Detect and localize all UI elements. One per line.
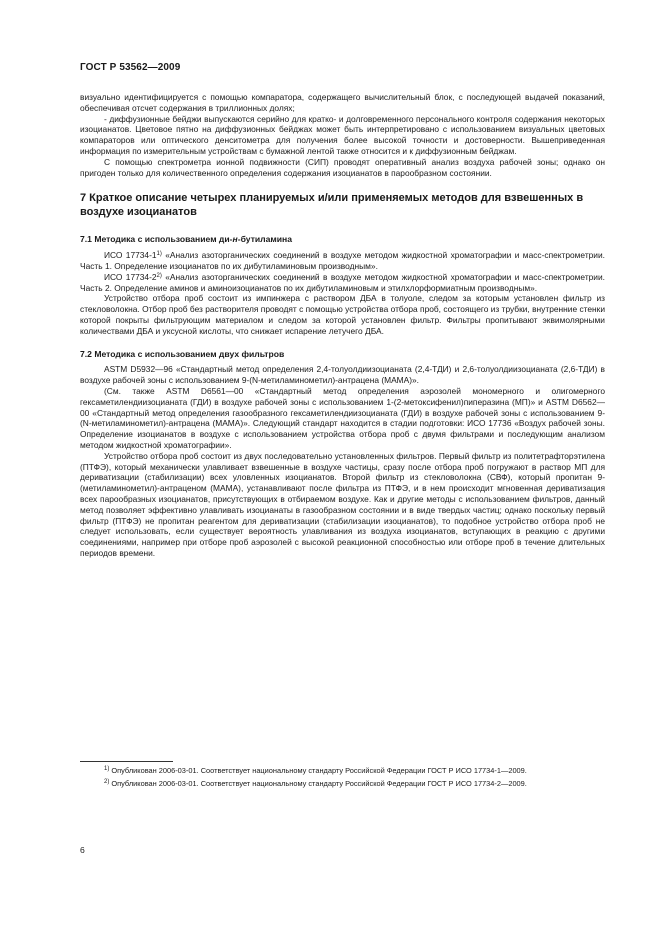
footnote-1-mark: 1) — [104, 766, 110, 772]
section-7-1-paragraph-1 — [80, 250, 605, 272]
footnote-1 — [80, 766, 605, 775]
section-7-1-paragraph-3: Устройство отбора проб состоит из импинжера с раствором ДБА в толуоле, следом за которым установлен фильтр из стекловолокна. Отбор проб без растворителя проводят с помощью устройства отбора проб, состоящего из трубки, внутренние стенки которой покрыты фильтрующим материалом и следом за которой установлен фильтр. Фильтры пропитывают эквимолярными количествами ДБА и уксусной кислоты, что снижает испарение летучего ДБА. — [80, 293, 605, 336]
section-7-1-title-suffix: -бутиламина — [237, 234, 293, 245]
footnote-1-text: Опубликован 2006-03-01. Соответствует национальному стандарту Российской Федерации ГОСТ Р ИСО 17734-1—2009. — [109, 766, 527, 775]
iso-17734-2-ref: ИСО 17734-2 — [104, 271, 157, 282]
page-number: 6 — [80, 845, 85, 855]
section-7-2-title: 7.2 Методика с использованием двух фильтров — [80, 348, 285, 359]
intro-paragraph-3: С помощью спектрометра ионной подвижности (СИП) проводят оперативный анализ воздуха рабочей зоны; однако он пригоден только для количественного определения содержания изоцианатов в парообразном состоянии. — [80, 156, 605, 178]
section-7-1-title — [80, 234, 605, 245]
section-7-2-paragraph-1: ASTM D5932—96 «Стандартный метод определения 2,4-толуолдиизоцианата (2,4-ТДИ) и 2,6-толуолдиизоцианата (2,6-ТДИ) в воздухе рабочей зоны с использованием 9-(N-метиламинометил)-антрацена (МАМА)». — [80, 364, 605, 386]
section-7-1-title-prefix: 7.1 Методика с использованием ди- — [80, 234, 233, 245]
footnote-2 — [80, 779, 605, 788]
section-7-1-title-italic: н — [232, 234, 238, 245]
footnote-ref-1: 1) — [156, 251, 162, 258]
footnote-ref-2: 2) — [156, 272, 162, 279]
section-7-1-paragraph-2 — [80, 272, 605, 294]
section-7-1-paragraph-1-text: «Анализ азоторганических соединений в воздухе методом жидкостной хроматографии и масс-спектрометрии. Часть 1. Определение изоцианатов по их дибутиламиновым производным». — [80, 250, 605, 271]
footnote-divider — [80, 761, 173, 762]
intro-paragraph-1: визуально идентифицируется с помощью компаратора, содержащего вычислительный блок, с последующей выдачей показаний, обеспечивая отсчет содержания в триллионных долях; — [80, 92, 605, 113]
section-7-1-paragraph-2-text: «Анализ азоторганических соединений в воздухе методом жидкостной хроматографии и масс-спектрометрии. Часть 2. Определение аминов и аминоизоцианатов по их дибутиламиновым и этилхлорформиатным производным». — [80, 271, 605, 293]
footnotes — [80, 761, 605, 793]
footnote-2-mark: 2) — [104, 779, 110, 786]
footnote-2-text: Опубликован 2006-03-01. Соответствует национальному стандарту Российской Федерации ГОСТ Р ИСО 17734-2—2009. — [109, 779, 527, 789]
section-7-title: 7 Краткое описание четырех планируемых и/или применяемых методов для взвешенных в воздухе изоцианатов — [80, 192, 584, 219]
section-7-2-paragraph-2: (См. также ASTM D6561—00 «Стандартный метод определения аэрозолей мономерного и олигомерного гексаметилендиизоцианата (ГДИ) в воздухе рабочей зоны с использованием 1-(2-метоксифенил)пиперазина (МП)» и ASTM D6562—00 «Стандартный метод определения газообразного гексаметилендиизоцианата (ГДИ) в воздухе рабочей зоны с использованием 9-(N-метиламинометил)-антрацена (МАМА)». Следующий стандарт находится в стадии подготовки: ИСО 17736 «Воздух рабочей зоны. Определение изоцианатов в воздухе с использованием устройства отбора проб с двумя фильтрами и последующим анализом методом жидкостной хроматографии». — [80, 385, 605, 450]
section-7-2-paragraph-3: Устройство отбора проб состоит из двух последовательно установленных фильтров. Первый фильтр из политетрафторэтилена (ПТФЭ), который механически улавливает взвешенные в воздухе частицы, сразу после отбора проб погружают в раствор МП для дериватизации (стабилизации) всех уловленных изоцианатов. Второй фильтр из стекловолокна (СВФ), который пропитан 9-(метиламинометил)-антраценом (МАМА), устанавливают после фильтра из ПТФЭ, и в нем происходит мгновенная дериватизация всех парообразных изоцианатов, присутствующих в отбираемом воздухе. Как и другие методы с использованием фильтров, данный метод позволяет эффективно улавливать изоцианаты в газообразном состоянии и в виде твердых частиц; однако поскольку первый фильтр (ПТФЭ) не пропитан реагентом для дериватизации (стабилизации изоцианатов), то подобное устройство отбора проб не следует использовать, если существует вероятность улавливания из воздуха изоцианатов, вступающих в реакцию с другими соединениями, например при отборе проб аэрозолей с высокой реакционной способностью или отборе проб в течение длительных периодов времени. — [80, 450, 605, 558]
intro-paragraph-2: - диффузионные бейджи выпускаются серийно для кратко- и долговременного персонального контроля содержания некоторых изоцианатов. Цветовое пятно на диффузионных бейджах может быть интерпретировано с использованием визуальных цветовых компараторов или оптического денситометра для получения более высокой точности и достоверности. Вышеприведенная информация по измерительным устройствам с бумажной лентой также относится и к диффузионным бейджам. — [80, 113, 605, 156]
document-header: ГОСТ Р 53562—2009 — [80, 62, 181, 73]
page-body — [80, 92, 605, 559]
iso-17734-1-ref: ИСО 17734-1 — [104, 250, 157, 261]
